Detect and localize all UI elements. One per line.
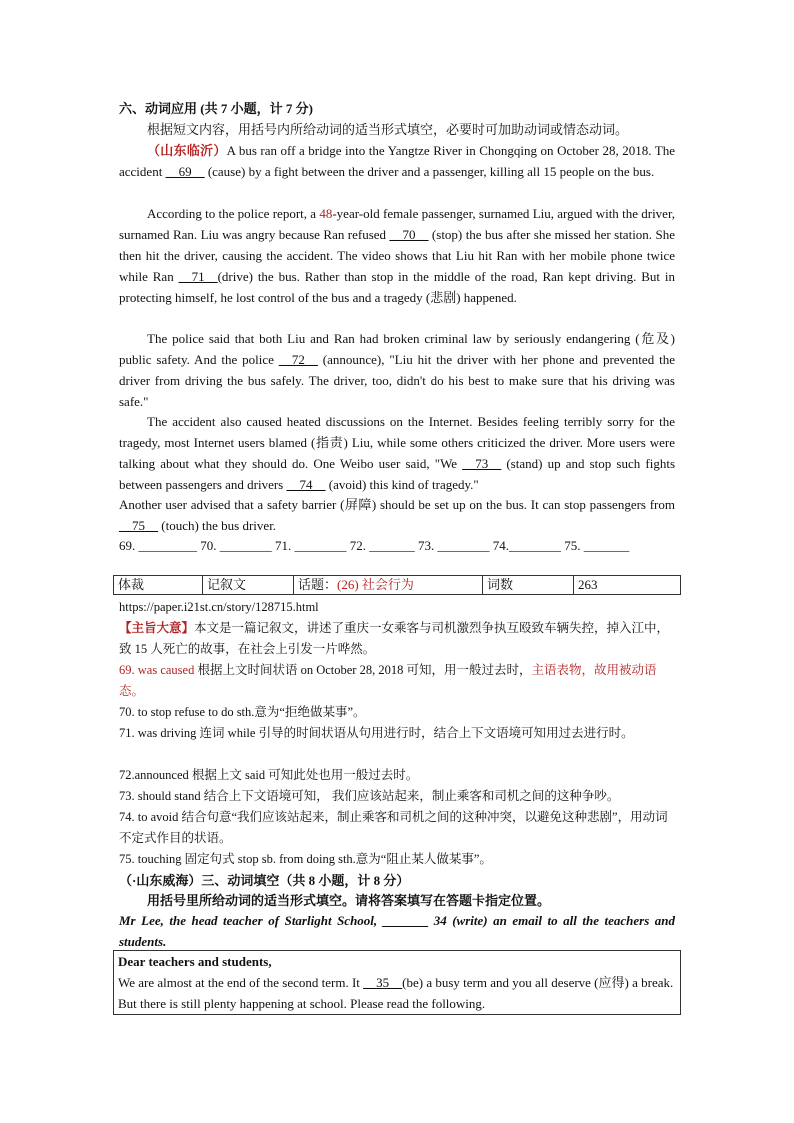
- answer-line: 69. _________ 70. ________ 71. ________ 72. _______ 73. ________ 74.________ 75. _______: [119, 538, 630, 553]
- text-run: (stop) the bus after she missed her station. She then hit the driver, causing the accident. The video shows that Liu hit Ran with her mobile phone twice while Ran: [119, 227, 675, 284]
- wordcount-value: 263: [574, 576, 681, 595]
- text-run: (be) a busy term and you all deserve (应得) a break. But there is still plenty happening at school. Please read the following.: [118, 975, 674, 1011]
- answer-key: 69. was caused: [119, 663, 195, 677]
- wordcount-label: 词数: [483, 576, 574, 595]
- text-run: (stand) up and stop such fights between passengers and drivers: [119, 456, 675, 492]
- section-6-heading: 六、动词应用 (共 7 小题，计 7 分): [119, 101, 313, 116]
- blank-69: __69__: [165, 164, 205, 179]
- answer-74: 74. to avoid 结合句意“我们应该站起来，制止乘客和司机之间的这种冲突，以避免这种悲剧”，用动词不定式作目的状语。: [119, 810, 668, 845]
- letter-greeting: Dear teachers and students,: [118, 954, 272, 969]
- text-run: (cause) by a fight between the driver and a passenger, killing all 15 people on the bus.: [204, 164, 655, 179]
- main-idea-label: 【主旨大意】: [119, 621, 195, 635]
- answer-73: 73. should stand 结合上下文语境可知， 我们应该站起来，制止乘客和司机之间的这种争吵。: [119, 789, 620, 803]
- answer-highlight: 主语表物，故用被动语态。: [119, 663, 657, 698]
- passage-paragraph-2: [119, 203, 675, 308]
- genre-label: 体裁: [114, 576, 203, 595]
- text-run: -year-old female passenger, surnamed Liu, argued with the driver, surnamed Ran. Liu was angry because Ran refused: [119, 206, 676, 242]
- blank-74: __74__: [286, 477, 326, 492]
- topic-value: (26) 社会行为: [337, 577, 414, 592]
- text-run: Another user advised that a safety barrier (屏障) should be set up on the bus. It can stop passengers from: [119, 497, 675, 512]
- text-run: (announce), "Liu hit the driver with her phone and prevented the driver from driving the bus safely. The driver, too, didn't do his best to make sure that his driving was safe.": [119, 352, 675, 409]
- topic-cell: [294, 576, 483, 595]
- passage-paragraph-5: [119, 494, 675, 536]
- blank-35: __35__: [363, 975, 403, 990]
- main-idea: [119, 618, 679, 660]
- letter-box: [113, 950, 681, 1015]
- answer-69: [119, 660, 679, 702]
- section-6-instruction: 根据短文内容，用括号内所给动词的适当形式填空，必要时可加助动词或情态动词。: [147, 122, 629, 137]
- passage-paragraph-3: [119, 328, 675, 412]
- genre-value: 记叙文: [203, 576, 294, 595]
- text-run: A bus ran off a bridge into the Yangtze River in Chongqing on October 28, 2018. The accident: [119, 143, 675, 179]
- blank-72: __72__: [278, 352, 318, 367]
- blank-75: __75__: [119, 518, 158, 533]
- section-3-instruction: 用括号里所给动词的适当形式填空。请将答案填写在答题卡指定位置。: [147, 893, 551, 908]
- answer-71: 71. was driving 连词 while 引导的时间状语从句用进行时，结合上下文语境可知用过去进行时。: [119, 726, 634, 740]
- answer-70: 70. to stop refuse to do sth.意为“拒绝做某事”。: [119, 705, 366, 719]
- passage-paragraph-4: [119, 411, 675, 495]
- text-run: 34 (write) an email to all the teachers and students.: [119, 913, 675, 949]
- text-run: (touch) the bus driver.: [158, 518, 277, 533]
- passage-paragraph-1: [119, 140, 675, 182]
- text-run: We are almost at the end of the second term. It: [118, 975, 364, 990]
- meta-table: [113, 575, 681, 595]
- highlight-number: 48: [319, 206, 333, 221]
- text-run: According to the police report, a: [147, 206, 320, 221]
- text-run: (drive) the bus. Rather than stop in the middle of the road, Ran kept driving. But in protecting himself, he lost control of the bus and a tragedy (悲剧) happened.: [119, 269, 675, 305]
- source-label: （山东临沂）: [147, 143, 227, 158]
- blank-70: __70__: [389, 227, 429, 242]
- main-idea-text: 本文是一篇记叙文，讲述了重庆一女乘客与司机激烈争执互殴致车辆失控，掉入江中，致 15 人死亡的故事，在社会上引发一片哗然。: [119, 621, 670, 656]
- answer-explanation: 根据上文时间状语 on October 28, 2018 可知，用一般过去时，: [194, 663, 532, 677]
- answer-72: 72.announced 根据上文 said 可知此处也用一般过去时。: [119, 768, 419, 782]
- answer-75: 75. touching 固定句式 stop sb. from doing sth.意为“阻止某人做某事”。: [119, 852, 492, 866]
- section-3-intro: [119, 910, 675, 952]
- topic-label: 话题：: [298, 577, 338, 592]
- text-run: (avoid) this kind of tragedy.": [325, 477, 479, 492]
- text-run: The police said that both Liu and Ran had broken criminal law by seriously endangering (危及) public safety. And the police: [119, 331, 675, 367]
- blank-71: __71__: [178, 269, 218, 284]
- blank-34: _______: [382, 913, 429, 928]
- section-3-heading: （·山东威海）三、动词填空（共 8 小题，计 8 分）: [119, 873, 410, 888]
- blank-73: __73__: [462, 456, 502, 471]
- text-run: Mr Lee, the head teacher of Starlight School,: [119, 913, 383, 928]
- source-link[interactable]: https://paper.i21st.cn/story/128715.html: [119, 600, 319, 614]
- letter-body: [114, 972, 680, 1014]
- text-run: The accident also caused heated discussions on the Internet. Besides feeling terribly sorry for the tragedy, most Internet users blamed (指责) Liu, while some others criticized the driver. More users were talking about what they should do. One Weibo user said, "We: [119, 414, 675, 471]
